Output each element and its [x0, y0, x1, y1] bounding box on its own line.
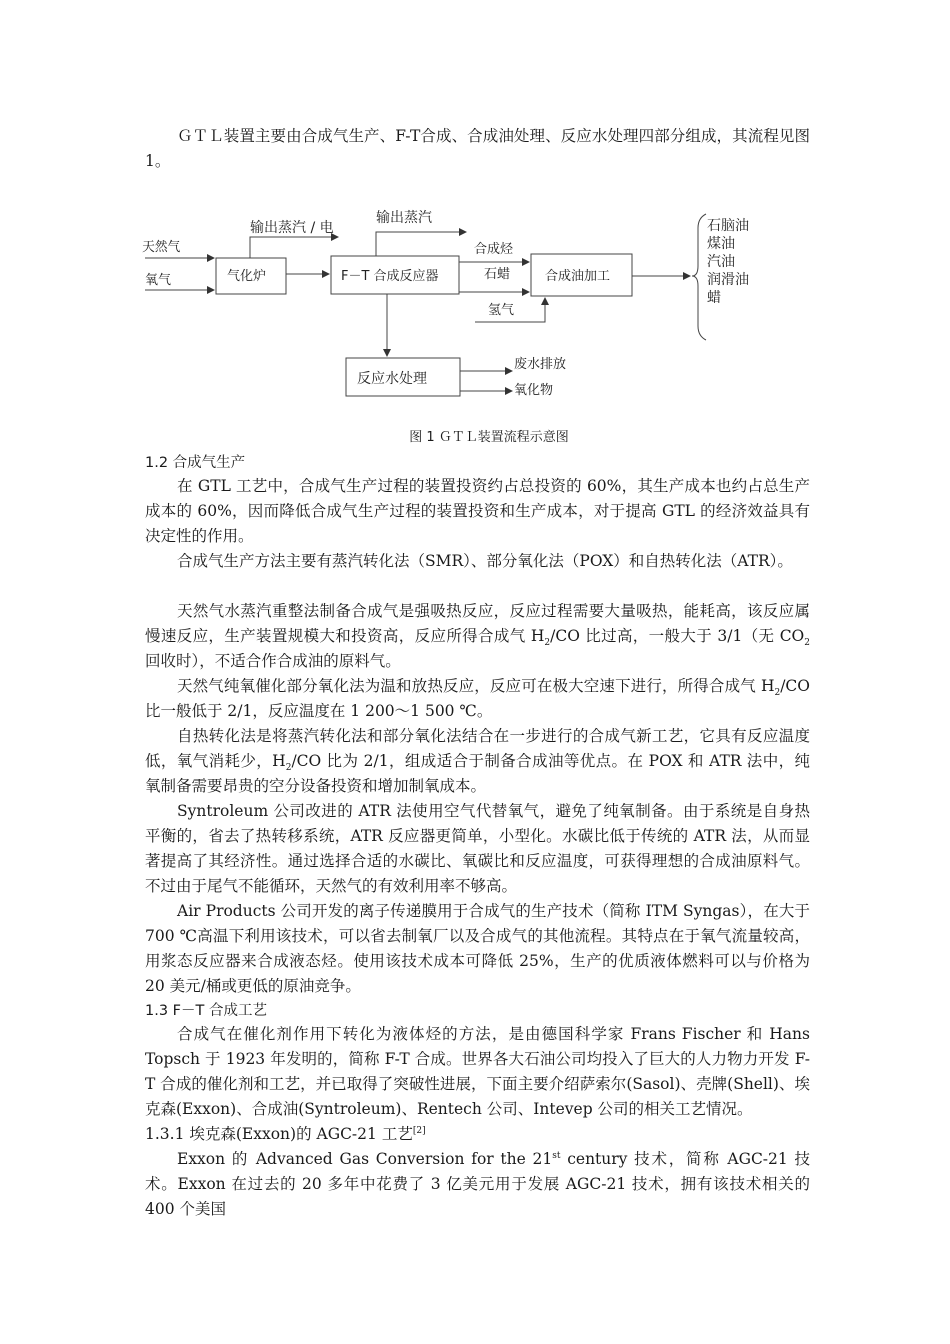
s12-paragraph-5: 自热转化法是将蒸汽转化法和部分氧化法结合在一步进行的合成气新工艺，它具有反应温度低，氧气消耗少，$H_2/CO$ 比为 2/1，组成适合于制备合成油等优点。在 POX 和 ATR 法中，纯氧制备需要昂贵的空分设备投资和增加制氧成本。 — [145, 727, 810, 795]
product-gasoline: 汽油 — [707, 254, 735, 270]
input-natural-gas: 天然气 — [142, 239, 181, 256]
reference-mark: [2] — [412, 1125, 426, 1136]
input-oxygen: 氧气 — [145, 273, 172, 288]
wastewater-label: 废水排放 — [514, 357, 567, 372]
water-treatment-label: 反应水处理 — [357, 371, 427, 387]
hydrocarbons-label: 合成烃 — [474, 242, 514, 257]
gtl-flow-diagram — [0, 0, 950, 420]
s12-paragraph-4: 天然气纯氧催化部分氧化法为温和放热反应，反应可在极大空速下进行，所得合成气 $H_2/CO$ 比一般低于 2/1，反应温度在 1 200～1 500 ℃。 — [145, 677, 810, 720]
wax-label: 石蜡 — [484, 267, 511, 282]
s12-paragraph-7: Air Products 公司开发的离子传递膜用于合成气的生产技术（简称 ITM Syngas），在大于 700 ℃高温下利用该技术，可以省去制氧厂以及合成气的其他流程。其特点在于氧气流量较高，用浆态反应器来合成液态烃。使用该技术成本可降低 25%，生产的优质液体燃料可以与价格为 20 美元/桶或更低的原油竞争。 — [145, 902, 810, 995]
product-wax: 蜡 — [707, 290, 721, 306]
s12-paragraph-2: 合成气生产方法主要有蒸汽转化法（SMR）、部分氧化法（POX）和自热转化法（ATR）。 — [177, 552, 793, 570]
oxides-label: 氧化物 — [514, 383, 554, 398]
ft-reactor-label: F－T 合成反应器 — [341, 269, 439, 284]
s12-paragraph-3: 天然气水蒸汽重整法制备合成气是强吸热反应，反应过程需要大量吸热，能耗高，该反应属慢速反应，生产装置规模大和投资高，反应所得合成气 $H_2/CO$ 比过高，一般大于 3/1（无 $CO_2$回收时），不适合作合成油的原料气。 — [145, 602, 810, 670]
product-kerosene: 煤油 — [707, 236, 735, 252]
intro-paragraph: ＧＴＬ装置主要由合成气生产、F-T合成、合成油处理、反应水处理四部分组成，其流程见图1。 — [145, 127, 810, 170]
figure-caption: 图 1 ＧＴＬ装置流程示意图 — [409, 430, 569, 445]
product-lube-oil: 润滑油 — [707, 272, 749, 288]
product-naphtha: 石脑油 — [707, 218, 749, 234]
s13-paragraph-1: 合成气在催化剂作用下转化为液体烃的方法，是由德国科学家 Frans Fischer 和 Hans Topsch 于 1923 年发明的，简称 F-T 合成。世界各大石油公司均投入了巨大的人力物力开发 F-T 合成的催化剂和工艺，并已取得了突破性进展，下面主要介绍萨索尔(Sasol)、壳牌(Shell)、埃克森(Exxon)、合成油(Syntroleum)、Rentech 公司、Intevep 公司的相关工艺情况。 — [145, 1025, 810, 1118]
steam-label: 输出蒸汽 — [376, 210, 432, 226]
section-1-3-1-heading: 1.3.1 埃克森(Exxon)的 AGC-21 工艺[2] — [145, 1125, 426, 1143]
section-1-2-heading: 1.2 合成气生产 — [145, 455, 246, 471]
gasifier-label: 气化炉 — [227, 269, 267, 284]
s12-paragraph-1: 在 GTL 工艺中，合成气生产过程的装置投资约占总投资的 60%，其生产成本也约占总生产成本的 60%，因而降低合成气生产过程的装置投资和生产成本，对于提高 GTL 的经济效益具有决定性的作用。 — [145, 477, 810, 545]
section-1-3-heading: 1.3 F－T 合成工艺 — [145, 1003, 267, 1019]
s12-paragraph-6: Syntroleum 公司改进的 ATR 法使用空气代替氧气，避免了纯氧制备。由于系统是自身热平衡的，省去了热转移系统，ATR 反应器更简单，小型化。水碳比低于传统的 ATR 法，从而显著提高了其经济性。通过选择合适的水碳比、氧碳比和反应温度，可获得理想的合成油原料气。不过由于尾气不能循环，天然气的有效利用率不够高。 — [145, 802, 810, 895]
s13-paragraph-2: Exxon 的 Advanced Gas Conversion for the 21st century 技术，简称 AGC-21 技术。Exxon 在过去的 20 多年中花费了 3 亿美元用于发展 AGC-21 技术，拥有该技术相关的 400 个美国 — [145, 1150, 810, 1218]
hydrogen-label: 氢气 — [488, 303, 515, 318]
oil-processing-label: 合成油加工 — [545, 269, 611, 284]
steam-power-label: 输出蒸汽 / 电 — [250, 220, 334, 236]
